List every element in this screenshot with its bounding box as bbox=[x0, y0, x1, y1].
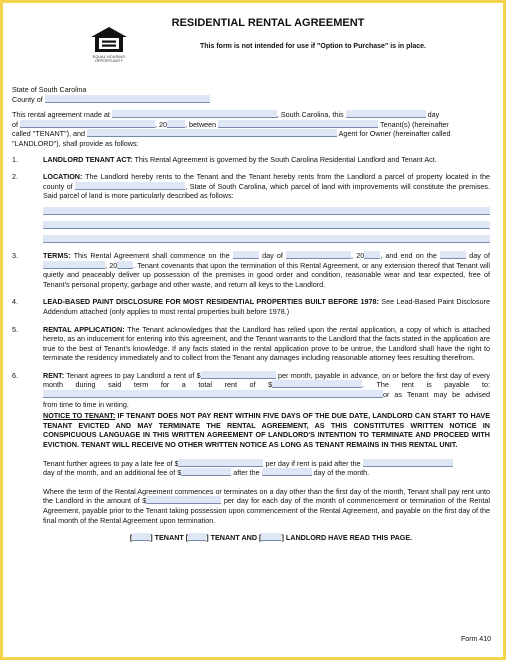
additional-fee-field[interactable] bbox=[181, 468, 231, 476]
logo-text: EQUAL HOUSING OPPORTUNITY bbox=[92, 55, 126, 63]
document-subtitle: This form is not intended for use if "Option to Purchase" is in place. bbox=[200, 43, 426, 50]
late-fee-field[interactable] bbox=[178, 459, 263, 467]
intro-paragraph: This rental agreement made at , South Carolina, this day of , 20 , between Tenant(s) (hereinafter called "TENANT"), and Agent for Owner (hereinafter called "LANDLORD"), shall provide as follows: bbox=[12, 110, 451, 148]
agent-field[interactable] bbox=[87, 129, 337, 137]
tenant1-initials-field[interactable] bbox=[132, 533, 150, 541]
landlord-initials-field[interactable] bbox=[261, 533, 281, 541]
description-line-3[interactable] bbox=[43, 235, 490, 243]
document-title: RESIDENTIAL RENTAL AGREEMENT bbox=[171, 17, 365, 29]
late-day-field[interactable] bbox=[363, 459, 453, 467]
prorated-rent-field[interactable] bbox=[146, 496, 221, 504]
section-landlord-tenant-act: 1. LANDLORD TENANT ACT: This Rental Agreement is governed by the South Carolina Residential Landlord and Tenant Act. bbox=[12, 154, 437, 164]
section-terms: 3. TERMS: This Rental Agreement shall commence on the day of , 20 , and end on the day of , 20 . Tenant covenants that upon the termination of this Rental Agreement, or any extension thereof that Tenant will quietly and peaceably deliver up possession of the premises in good order and condition, reasonable wear and tear expected, free of Tenant's personal property, garbage and other waste, and return all keys to the Landlord. bbox=[12, 250, 491, 289]
document-page bbox=[3, 3, 503, 657]
payable-to-field[interactable] bbox=[43, 390, 383, 398]
section-rental-application: 5. RENTAL APPLICATION: The Tenant acknowledges that the Landlord has relied upon the rental application, a copy of which is attached hereto, as an inducement for entering into this agreement, and the Tenant warrants to the Landlord that the facts stated in the application are true to the best of Tenant's knowledge. If any facts stated in the rental application prove to be untrue, the Landlord shall have the right to terminate the residency immediately and to collect from the Tenant any damages including reasonable attorney fees resulting therefrom. bbox=[12, 324, 490, 363]
tenant2-initials-field[interactable] bbox=[188, 533, 206, 541]
house-icon bbox=[87, 25, 131, 55]
section-location: 2. LOCATION: The Landlord hereby rents to the Tenant and the Tenant hereby rents from the Landlord a parcel of property located in the county of , State of South Carolina, which parcel of land with improvements will constitute the premises. Said parcel of land is more particularly described as follows: bbox=[12, 172, 490, 243]
total-rent-field[interactable] bbox=[272, 380, 362, 388]
start-day-field[interactable] bbox=[233, 251, 259, 259]
section-lead-paint: 4. LEAD-BASED PAINT DISCLOSURE FOR MOST RESIDENTIAL PROPERTIES BUILT BEFORE 1978: See Lead-Based Paint Disclosure Addendum attached (only applies to most rental properties built before 1978.) bbox=[12, 297, 490, 316]
initials-line: [ ] TENANT [ ] TENANT AND [ ] LANDLORD HAVE READ THIS PAGE. bbox=[129, 533, 413, 543]
month-field[interactable] bbox=[20, 120, 155, 128]
day-field[interactable] bbox=[346, 110, 426, 118]
start-year-field[interactable] bbox=[364, 251, 380, 259]
rent-amount-field[interactable] bbox=[201, 371, 276, 379]
year-field[interactable] bbox=[167, 120, 185, 128]
county-line: County of bbox=[12, 95, 490, 105]
section-rent: 6. RENT: Tenant agrees to pay Landlord a rent of $ per month, payable in advance, on or before the first day of every month during said term for a total rent of $ . The rent is payable to: or as Tenant may be advised from time to time in writing. NOTICE TO TENANT: IF TENANT DOES NOT PAY RENT WITHIN FIVE DAYS OF THE DUE DATE, LANDLORD CAN START TO HAVE TENANT EVICTED AND MAY TERMINATE THE RENTAL AGREEMENT, AS THIS CONSTITUTES WRITTEN NOTICE IN CONSPICUOUS LANGUAGE IN THIS WRITTEN AGREEMENT OF LANDLORD'S INTENTION TO TERMINATE AND PROCEED WITH EVICTION. TENANT WILL RECEIVE NO OTHER WRITTEN NOTICE AS LONG AS TENANT REMAINS IN THIS RENTAL UNIT. Tenant further agrees to pay a late fee of $ per day if rent is paid after the day of the month, and an additional fee of $ after the day of the month. Where the term of the Rental Agreement commences or terminates on a day other than the first day of the month, Tenant shall pay rent unto the Landlord in the amount of $ per day for each day of the month of commencement or termination of the Rental Agreement, payable prior to the Tenant taking possession upon commencement of the Rental Agreement, and payable on the first day of the final month of the Rental Agreement upon termination. bbox=[12, 370, 491, 525]
made-at-field[interactable] bbox=[112, 110, 277, 118]
state-line: State of South Carolina bbox=[12, 85, 87, 94]
notice-to-tenant: NOTICE TO TENANT: IF TENANT DOES NOT PAY RENT WITHIN FIVE DAYS OF THE DUE DATE, LANDLORD CAN START TO HAVE TENANT EVICTED AND MAY TERMINATE THE RENTAL AGREEMENT, AS THIS CONSTITUTES WRITTEN NOTICE IN CONSPICUOUS LANGUAGE IN THIS WRITTEN AGREEMENT OF LANDLORD'S INTENTION TO TERMINATE AND PROCEED WITH EVICTION. TENANT WILL RECEIVE NO OTHER WRITTEN NOTICE AS LONG AS TENANT REMAINS IN THIS RENTAL UNIT. bbox=[43, 411, 490, 450]
form-number: Form 410 bbox=[461, 636, 491, 643]
end-year-field[interactable] bbox=[117, 261, 133, 269]
start-month-field[interactable] bbox=[286, 251, 351, 259]
end-day-field[interactable] bbox=[440, 251, 466, 259]
agreement-body bbox=[12, 85, 490, 543]
description-line-2[interactable] bbox=[43, 221, 490, 229]
additional-day-field[interactable] bbox=[262, 468, 312, 476]
location-county-field[interactable] bbox=[75, 182, 185, 190]
tenant-names-field[interactable] bbox=[218, 120, 378, 128]
county-field[interactable] bbox=[45, 95, 210, 103]
description-line-1[interactable] bbox=[43, 207, 490, 215]
end-month-field[interactable] bbox=[43, 261, 105, 269]
